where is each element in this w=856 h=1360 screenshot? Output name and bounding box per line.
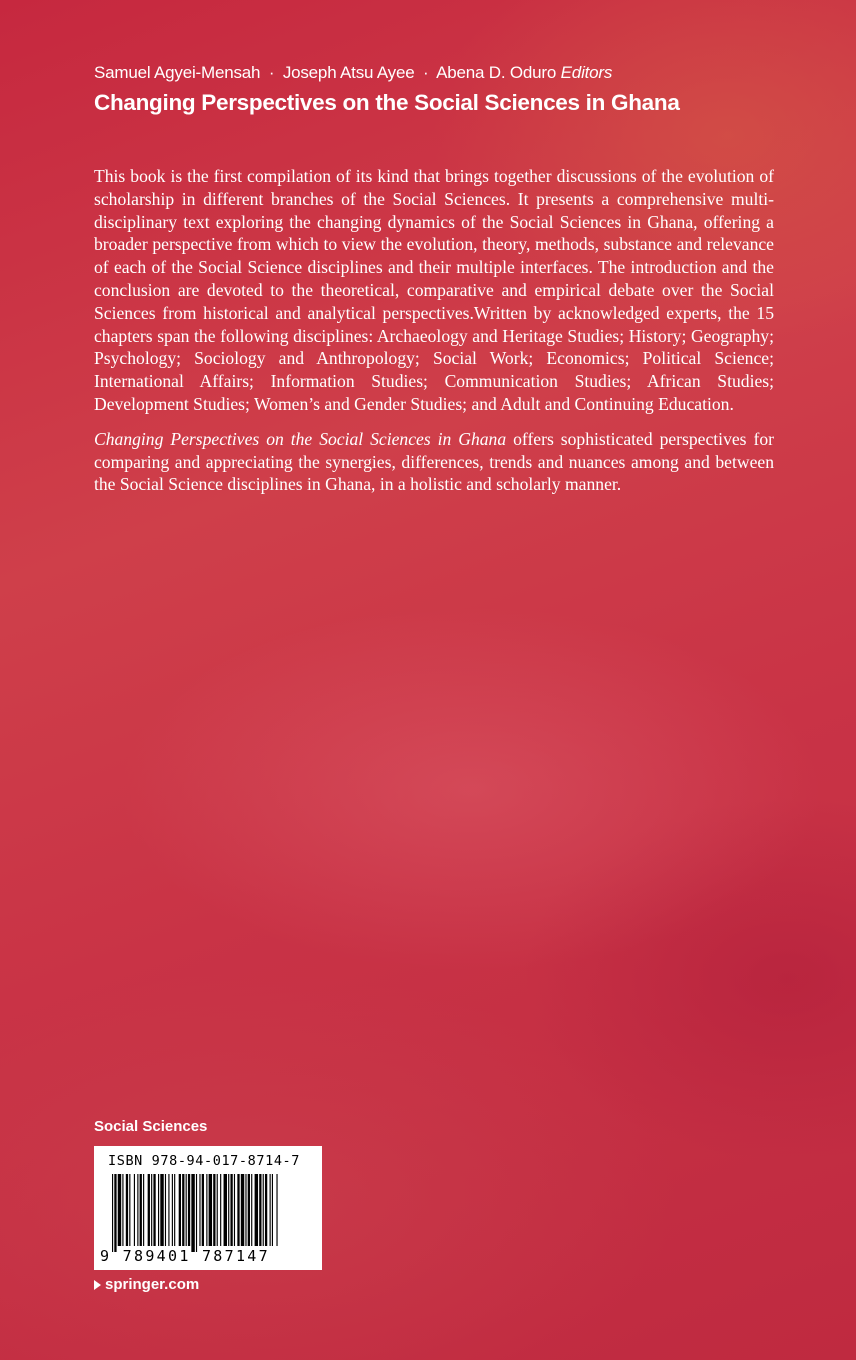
arrow-right-icon <box>94 1280 101 1290</box>
editor-name: Samuel Agyei-Mensah <box>94 63 261 82</box>
barcode-bar <box>199 1174 200 1246</box>
book-title: Changing Perspectives on the Social Sciences in Ghana <box>94 90 680 115</box>
barcode-bar <box>174 1174 175 1246</box>
publisher-url: springer.com <box>105 1276 200 1293</box>
barcode-bar <box>270 1174 271 1246</box>
barcode-bar <box>196 1174 197 1252</box>
book-description <box>94 165 774 508</box>
barcode-bar <box>165 1174 166 1246</box>
barcode-bar <box>272 1174 273 1246</box>
barcode-bar <box>182 1174 184 1246</box>
barcode-bar <box>259 1174 261 1246</box>
publisher-link[interactable] <box>94 1276 199 1293</box>
barcode-bar <box>206 1174 207 1246</box>
barcode-bar <box>129 1174 130 1246</box>
isbn-label: ISBN 978-94-017-8714-7 <box>108 1153 301 1169</box>
barcode-bar <box>126 1174 128 1246</box>
editor-name: Joseph Atsu Ayee <box>282 63 415 82</box>
barcode-bar <box>209 1174 212 1246</box>
separator: · <box>423 63 429 82</box>
barcode-bar <box>140 1174 142 1246</box>
barcode-bar <box>248 1174 250 1246</box>
barcode-bar <box>202 1174 204 1246</box>
series-label: Social Sciences <box>94 1118 208 1135</box>
barcode-bar <box>276 1174 277 1246</box>
barcode-bar <box>186 1174 187 1246</box>
barcode-bar <box>237 1174 239 1246</box>
description-paragraph <box>94 428 774 496</box>
barcode-bar <box>151 1174 152 1246</box>
barcode-bar <box>118 1174 121 1246</box>
barcode-bar <box>168 1174 169 1246</box>
barcode-bar <box>263 1174 264 1246</box>
barcode <box>94 1146 322 1270</box>
barcode-bar <box>188 1174 190 1246</box>
barcode-bar <box>224 1174 227 1246</box>
barcode-bar <box>230 1174 232 1246</box>
barcode-bar <box>122 1174 123 1246</box>
editors-line <box>94 63 612 83</box>
barcode-bar <box>217 1174 218 1246</box>
editor-role: Editors <box>560 63 613 82</box>
separator: · <box>268 63 275 82</box>
barcode-bar <box>191 1174 194 1252</box>
barcode-bar <box>114 1174 116 1252</box>
barcode-bar <box>251 1174 252 1246</box>
barcode-bar <box>148 1174 150 1246</box>
barcode-bar <box>245 1174 246 1246</box>
barcode-bar <box>255 1174 258 1246</box>
barcode-bar <box>137 1174 138 1246</box>
barcode-bar <box>172 1174 173 1246</box>
italic-title: Changing Perspectives on the Social Sciences in Ghana <box>94 428 507 449</box>
barcode-bar <box>220 1174 221 1246</box>
barcode-bar <box>241 1174 244 1246</box>
barcode-bar <box>213 1174 215 1246</box>
barcode-bar <box>179 1174 181 1246</box>
description-text: offers sophisticated perspectives for comparing and appreciating the synergies, differences, trends and nuances among and between the Social Science disciplines in Ghana, in a holistic and scholarly manner. <box>94 428 774 495</box>
ean-digits: 9 789401 787147 <box>100 1247 270 1265</box>
barcode-bar <box>153 1174 155 1246</box>
description-paragraph: This book is the first compilation of its kind that brings together discussions of the evolution of scholarship in different branches of the Social Sciences. It presents a comprehensive multi-disciplinary text exploring the changing dynamics of the Social Sciences in Ghana, offering a broader perspective from which to view the evolution, theory, methods, substance and relevance of each of the Social Science disciplines and their multiple interfaces. The introduction and the conclusion are devoted to the theoretical, comparative and empirical debate over the Social Sciences from historical and analytical perspectives.Written by acknowledged experts, the 15 chapters span the following disciplines: Archaeology and Heritage Studies; History; Geography; Psychology; Sociology and Anthropology; Social Work; Economics; Political Science; International Affairs; Information Studies; Communication Studies; African Studies; Development Studies; Women’s and Gender Studies; and Adult and Continuing Education. <box>94 166 774 414</box>
barcode-bar <box>160 1174 163 1246</box>
barcode-bar <box>265 1174 267 1246</box>
barcode-bar <box>228 1174 229 1246</box>
editor-name: Abena D. Oduro <box>436 63 557 82</box>
barcode-bar <box>158 1174 159 1246</box>
barcode-bar <box>134 1174 135 1246</box>
barcode-bar <box>143 1174 144 1246</box>
barcode-bar <box>112 1174 113 1252</box>
barcode-bar <box>234 1174 235 1246</box>
